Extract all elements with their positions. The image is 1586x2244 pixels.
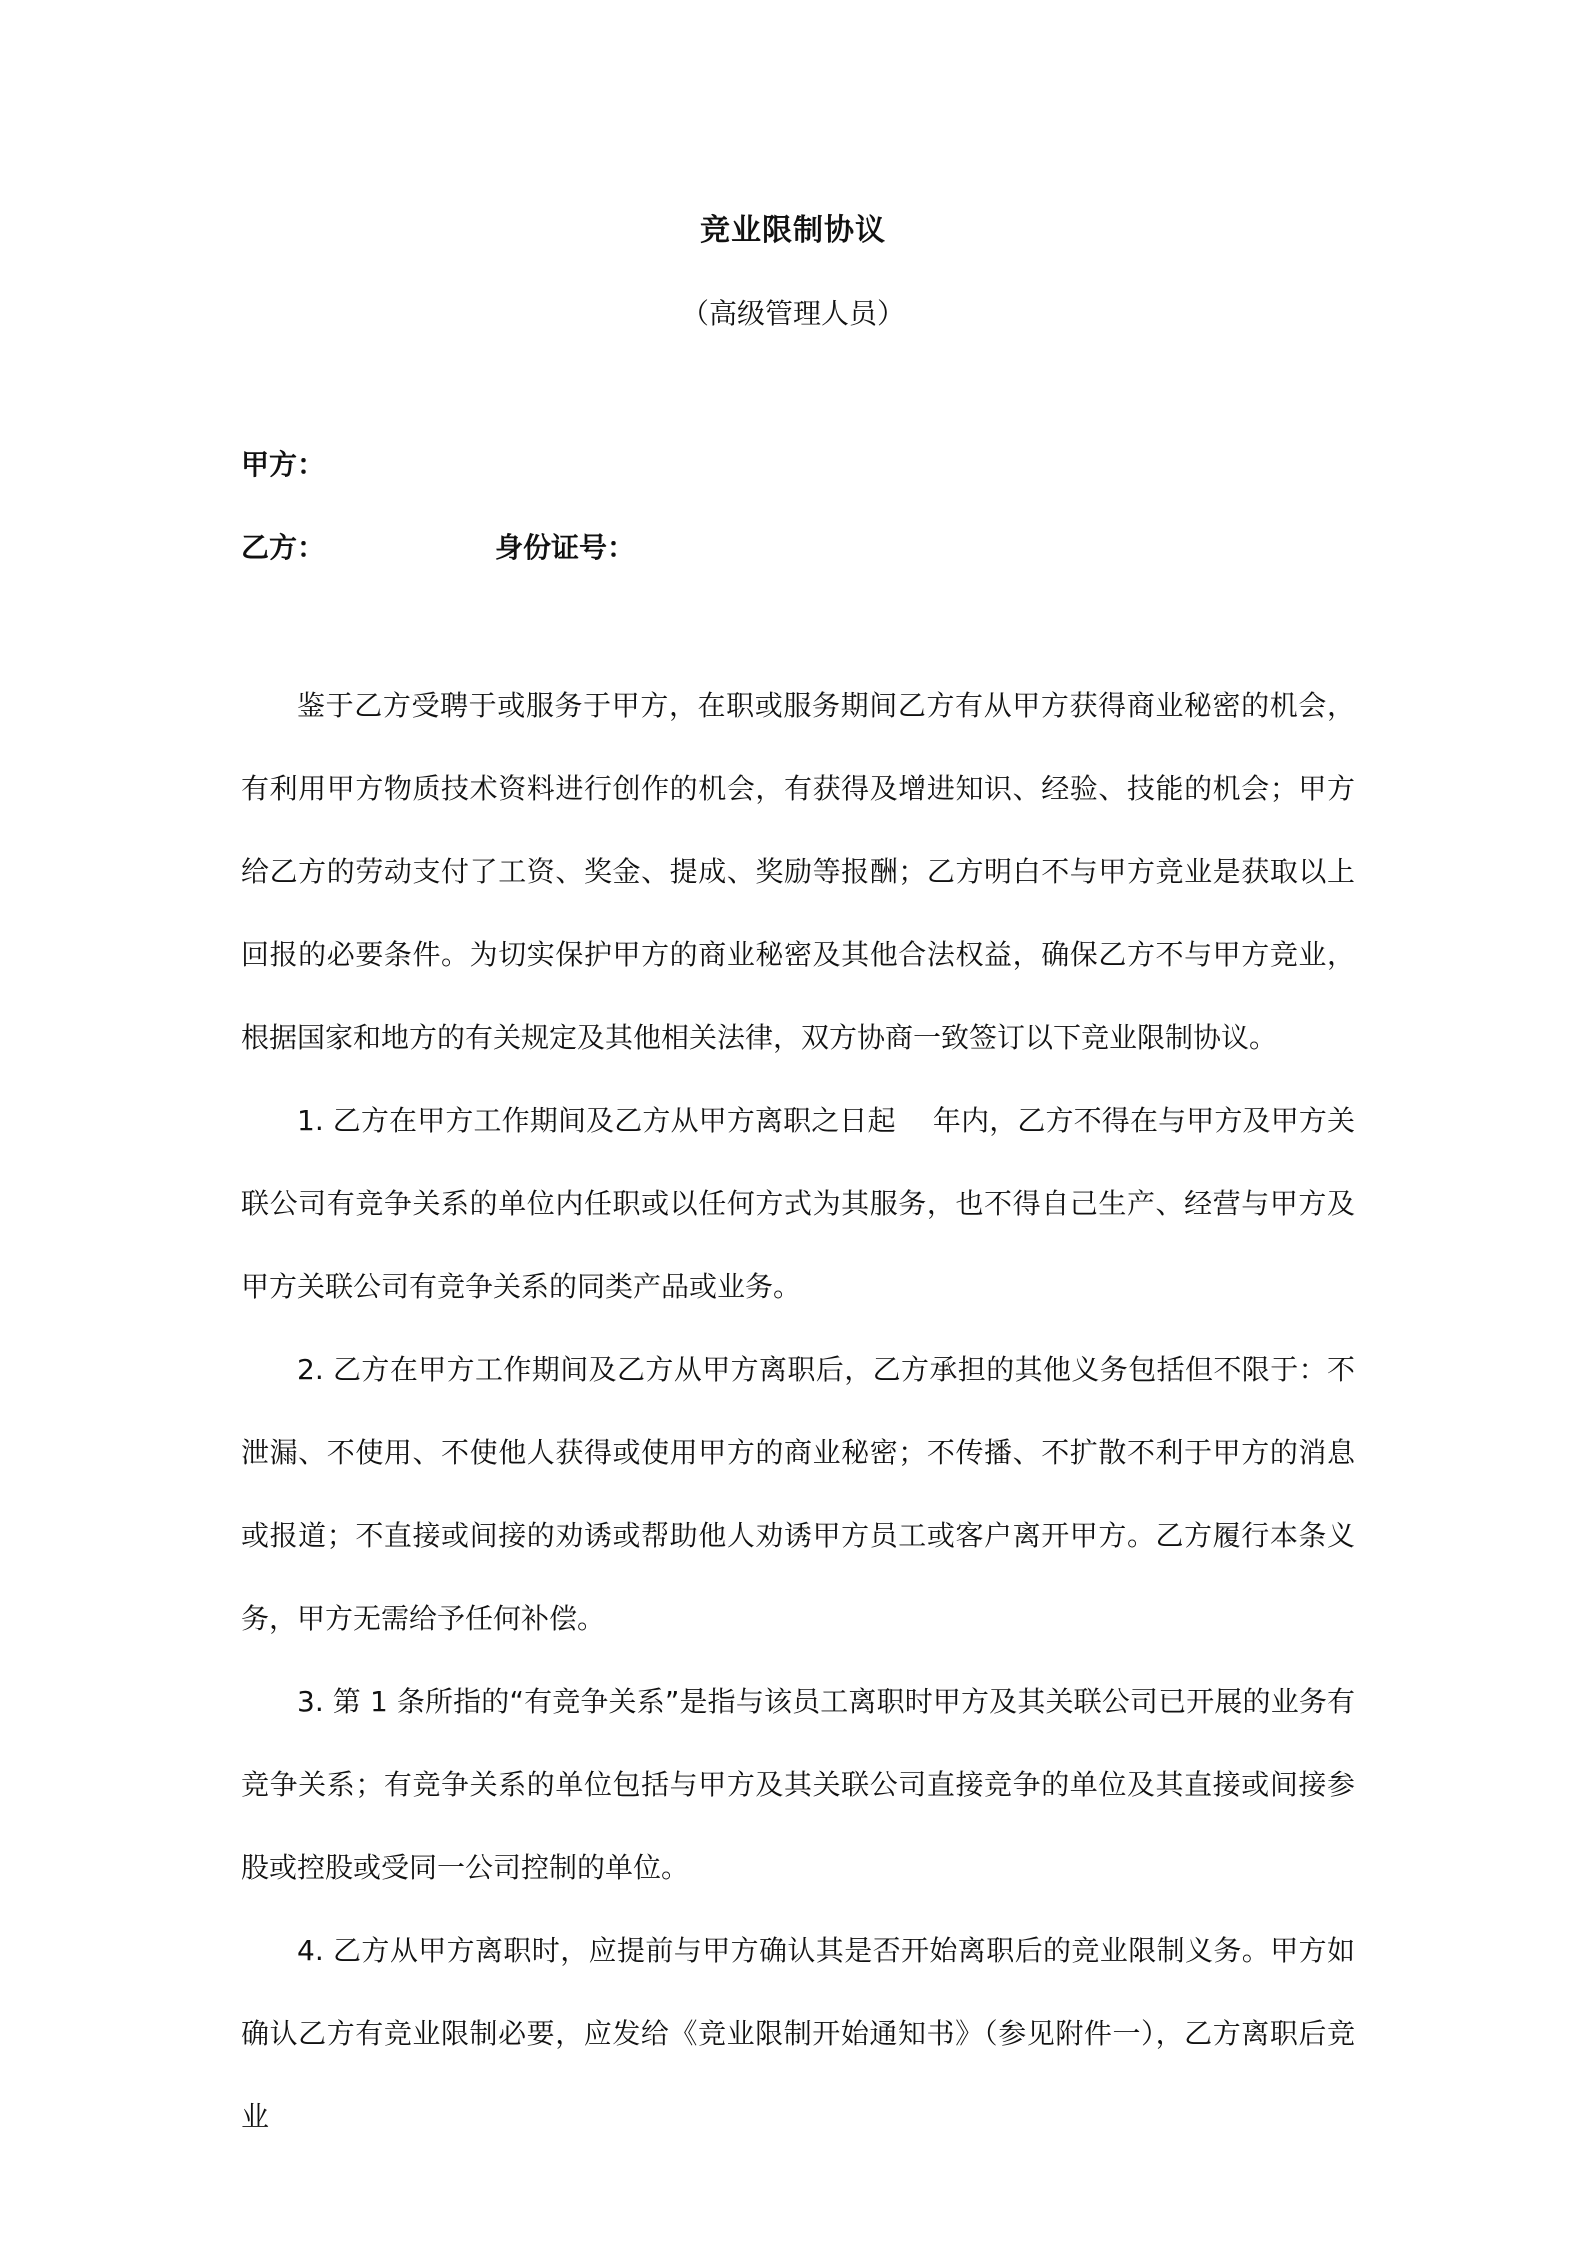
clause-4-paragraph: 4. 乙方从甲方离职时，应提前与甲方确认其是否开始离职后的竞业限制义务。甲方如确认乙方有竞业限制必要，应发给《竞业限制开始通知书》（参见附件一），乙方离职后竞业 — [241, 1934, 1355, 2133]
clause-2-paragraph: 2. 乙方在甲方工作期间及乙方从甲方离职后，乙方承担的其他义务包括但不限于：不泄漏、不使用、不使他人获得或使用甲方的商业秘密；不传播、不扩散不利于甲方的消息或报道；不直接或间接的劝诱或帮助他人劝诱甲方员工或客户离开甲方。乙方履行本条义务，甲方无需给予任何补偿。 — [241, 1353, 1355, 1635]
party-a-label: 甲方： — [241, 448, 326, 481]
document-body — [241, 664, 1355, 2158]
document-subtitle: （高级管理人员） — [680, 297, 905, 330]
preamble-paragraph: 鉴于乙方受聘于或服务于甲方，在职或服务期间乙方有从甲方获得商业秘密的机会，有利用甲方物质技术资料进行创作的机会，有获得及增进知识、经验、技能的机会；甲方给乙方的劳动支付了工资、奖金、提成、奖励等报酬；乙方明白不与甲方竞业是获取以上回报的必要条件。为切实保护甲方的商业秘密及其他合法权益，确保乙方不与甲方竞业，根据国家和地方的有关规定及其他相关法律，双方协商一致签订以下竞业限制协议。 — [241, 689, 1355, 1054]
id-number-label: 身份证号： — [495, 531, 636, 564]
party-b-label: 乙方： — [241, 531, 326, 564]
clause-3-paragraph: 3. 第 1 条所指的“有竞争关系”是指与该员工离职时甲方及其关联公司已开展的业务有竞争关系；有竞争关系的单位包括与甲方及其关联公司直接竞争的单位及其直接或间接参股或控股或受同一公司控制的单位。 — [241, 1685, 1355, 1884]
clause-1-paragraph: 1. 乙方在甲方工作期间及乙方从甲方离职之日起 年内，乙方不得在与甲方及甲方关联公司有竞争关系的单位内任职或以任何方式为其服务，也不得自己生产、经营与甲方及甲方关联公司有竞争关系的同类产品或业务。 — [241, 1104, 1355, 1303]
document-title: 竞业限制协议 — [700, 213, 886, 248]
